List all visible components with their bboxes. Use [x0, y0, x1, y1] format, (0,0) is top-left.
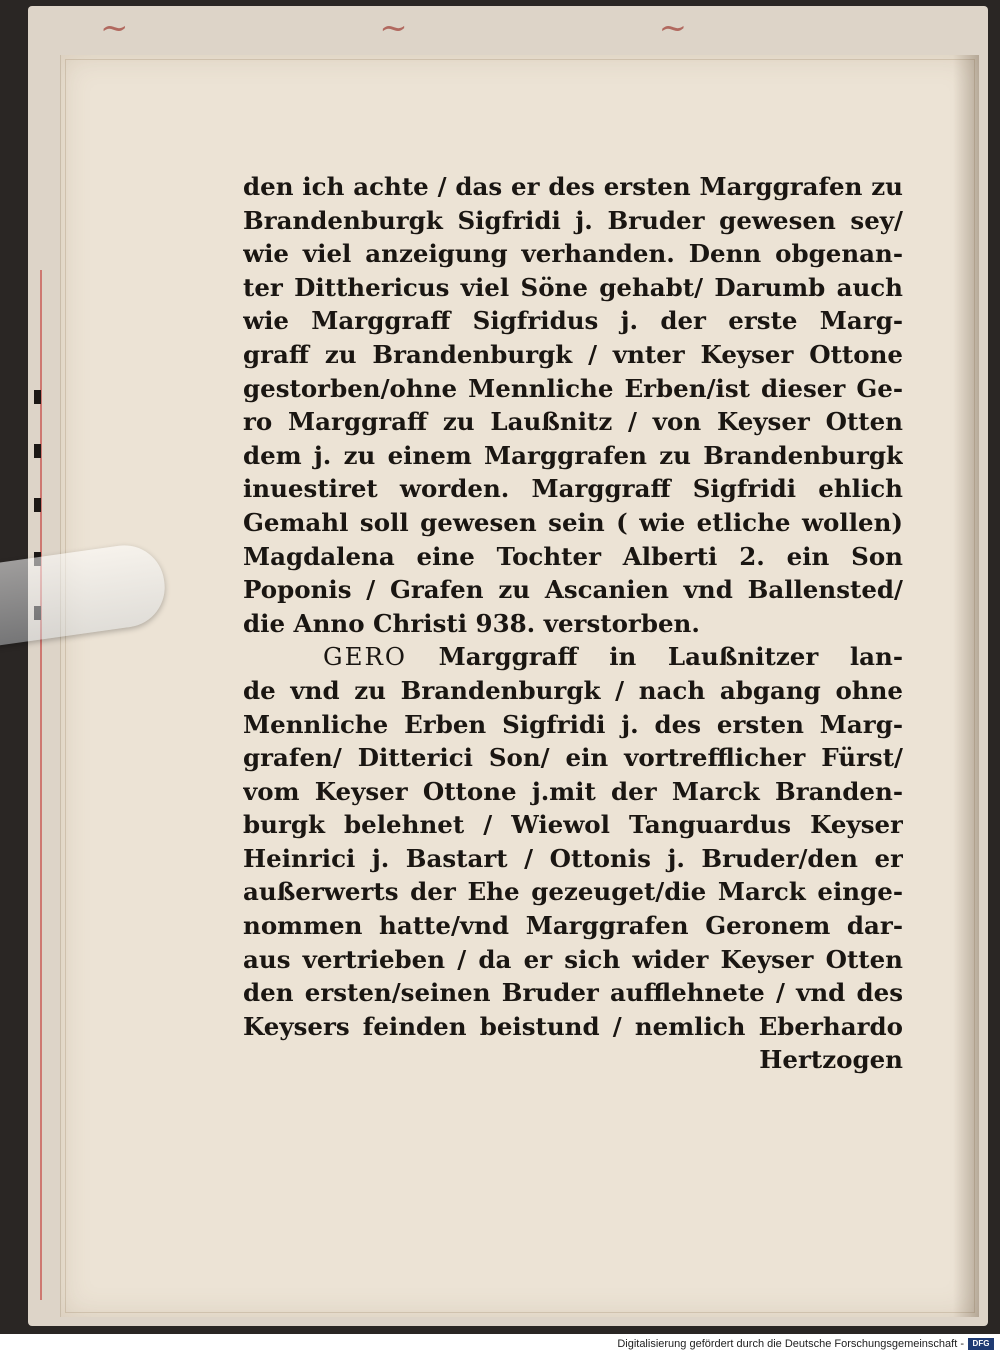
text-line: Heinrici j. Bastart / Ottonis j. Bruder/den er: [243, 843, 903, 873]
page-gutter-shadow: [953, 55, 979, 1317]
text-line: den ersten/seinen Bruder aufflehnete / vnd des: [243, 978, 903, 1008]
text-line: ter Ditthericus viel Söne gehabt/ Darumb auch: [243, 272, 903, 302]
text-line: Gemahl soll gewesen sein ( wie etliche wollen): [243, 507, 903, 537]
paragraph-opening-line: [243, 640, 903, 674]
text-line: den ich achte / das er des ersten Marggrafen zu: [243, 172, 903, 201]
text-line: aus vertrieben / da er sich wider Keyser Otten: [243, 944, 903, 974]
text-line: inuestiret worden. Marggraff Sigfridi ehlich: [243, 474, 903, 504]
catchword: Hertzogen: [759, 1045, 903, 1075]
dfg-logo: DFG: [968, 1338, 994, 1350]
text-line: de vnd zu Brandenburgk / nach abgang ohne: [243, 675, 903, 705]
text-line: gestorben/ohne Mennliche Erben/ist dieser Ge-: [243, 373, 903, 403]
binding-marks: [34, 390, 44, 690]
text-line: burgk belehnet / Wiewol Tanguardus Keyser: [243, 810, 903, 840]
text-line: die Anno Christi 938. verstorben.: [243, 608, 700, 638]
text-line: graff zu Brandenburgk / vnter Keyser Ottone: [243, 339, 903, 369]
text-line: vom Keyser Ottone j.mit der Marck Branden-: [243, 776, 903, 806]
footer-bar: [0, 1334, 1000, 1354]
text-line: ro Marggraff zu Laußnitz / von Keyser Otten: [243, 407, 903, 437]
manuscript-fragment-letters: ~ ~ ~: [100, 8, 808, 48]
text-line: Mennliche Erben Sigfridi j. des ersten Marg-: [243, 709, 903, 739]
text-line: nommen hatte/vnd Marggrafen Geronem dar-: [243, 911, 903, 941]
text-line: dem j. zu einem Marggrafen zu Brandenburgk: [243, 440, 903, 470]
dfg-credit-text: Digitalisierung gefördert durch die Deutsche Forschungsgemeinschaft -: [617, 1338, 964, 1350]
gero-heading: GERO: [323, 642, 407, 672]
text-line: Magdalena eine Tochter Alberti 2. ein Son: [243, 541, 903, 571]
text-line: Brandenburgk Sigfridi j. Bruder gewesen sey/: [243, 205, 903, 235]
text-line: Keysers feinden beistund / nemlich Eberhardo: [243, 1011, 903, 1041]
text-line: Poponis / Grafen zu Ascanien vnd Ballensted/: [243, 575, 903, 605]
text-line: grafen/ Ditterici Son/ ein vortrefflicher Fürst/: [243, 743, 903, 773]
text-line-rest: Marggraff in Laußnitzer lan-: [438, 642, 903, 672]
page-text: [243, 170, 903, 1077]
text-line: wie Marggraff Sigfridus j. der erste Marg-: [243, 306, 903, 336]
text-line: außerwerts der Ehe gezeuget/die Marck einge-: [243, 877, 903, 907]
text-line: wie viel anzeigung verhanden. Denn obgenan-: [243, 239, 903, 269]
